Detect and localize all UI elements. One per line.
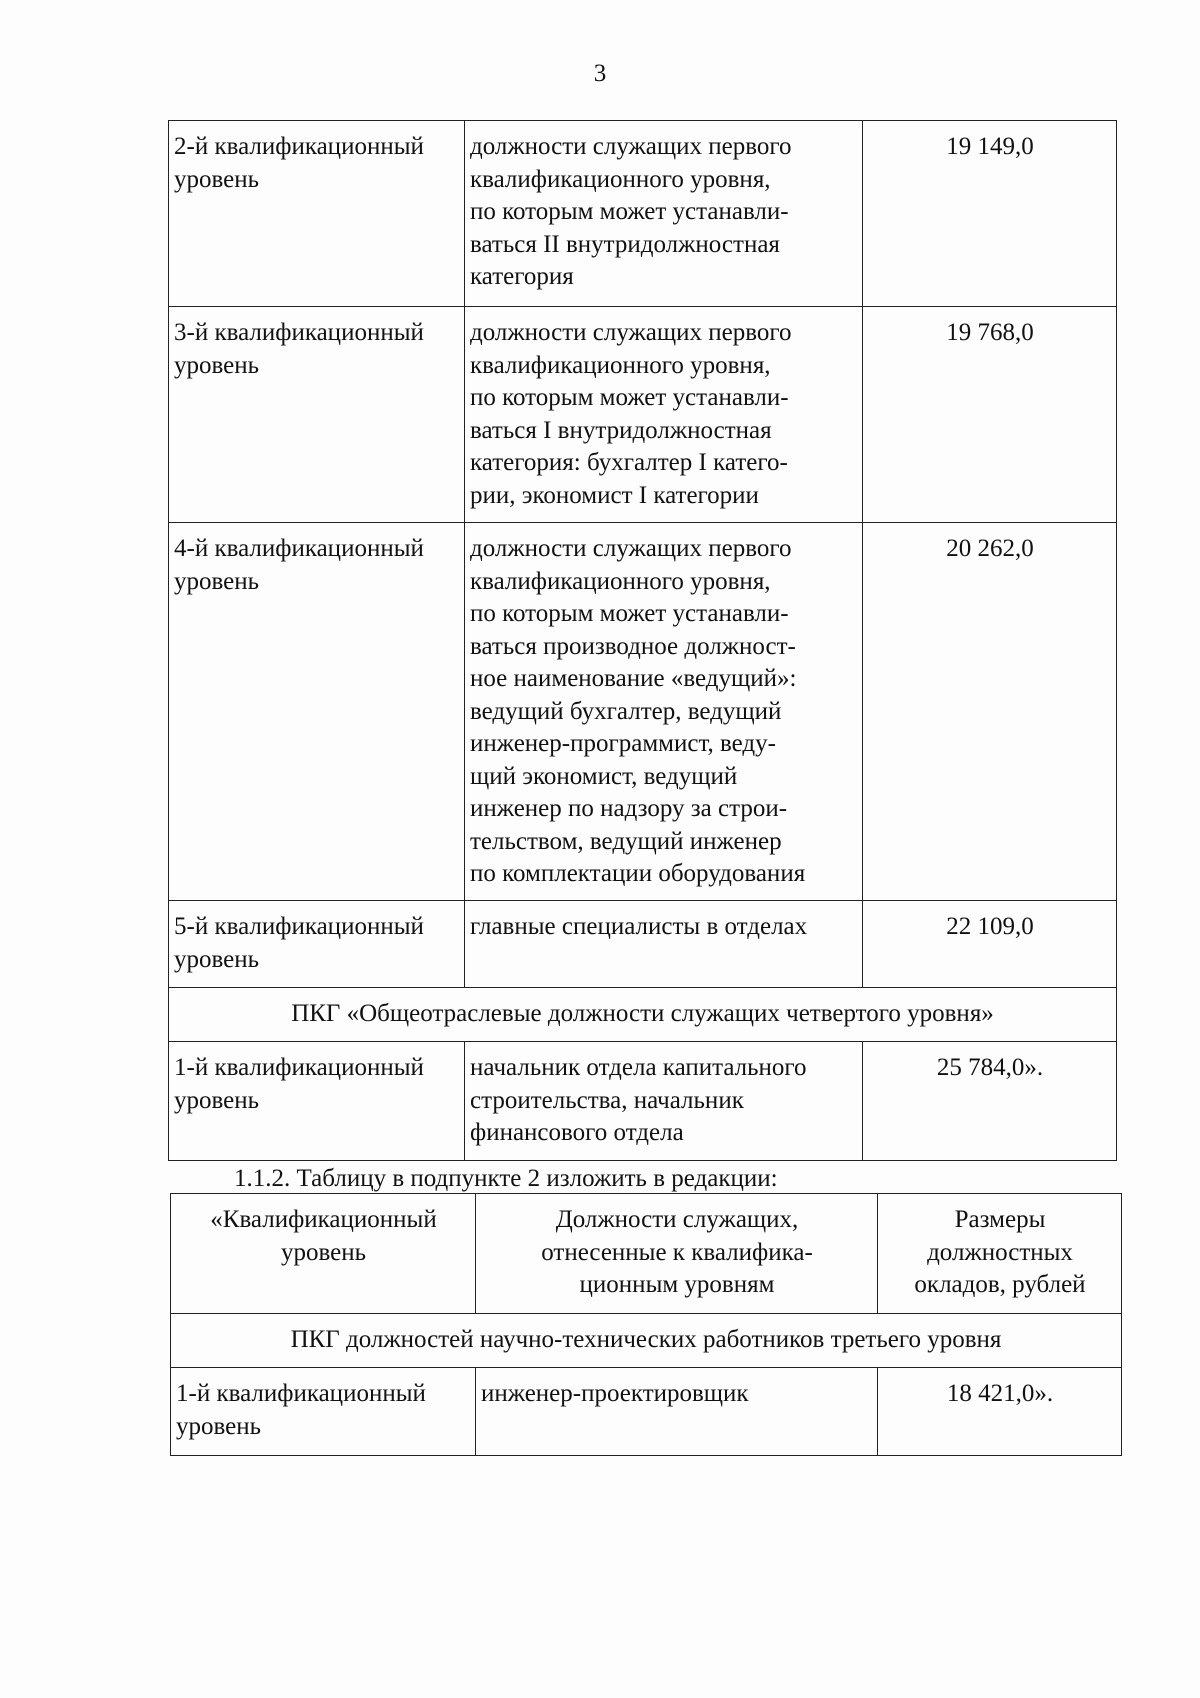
positions-cell: инженер-проектировщик xyxy=(476,1368,878,1456)
page-number: 3 xyxy=(593,60,607,87)
qualification-level-cell: 3-й квалификационный уровень xyxy=(169,307,465,523)
salary-table-2 xyxy=(170,1193,1122,1456)
table-row xyxy=(169,1042,1117,1161)
table-row xyxy=(171,1368,1122,1456)
positions-cell: должности служащих первого квалификационного уровня, по которым может устанавли- ваться производное должност- ное наименование «ведущий»: ведущий бухгалтер, ведущий инженер-программист, веду- щий экономист, ведущий инженер по надзору за строи- тельством, ведущий инженер по комплектации оборудования xyxy=(465,523,863,901)
table-row xyxy=(169,307,1117,523)
paragraph-text: 1.1.2. Таблицу в подпункте 2 изложить в редакции: xyxy=(234,1165,778,1192)
salary-table-1 xyxy=(168,120,1117,1161)
group-heading: ПКГ должностей научно-технических работников третьего уровня xyxy=(171,1314,1122,1368)
salary-cell: 20 262,0 xyxy=(863,523,1117,901)
positions-cell: должности служащих первого квалификационного уровня, по которым может устанавли- ваться I внутридолжностная категория: бухгалтер I катего- рии, экономист I категории xyxy=(465,307,863,523)
header-qualification-level: «Квалификационный уровень xyxy=(171,1194,476,1314)
positions-cell: должности служащих первого квалификационного уровня, по которым может устанавли- ваться II внутридолжностная категория xyxy=(465,121,863,307)
qualification-level-cell: 4-й квалификационный уровень xyxy=(169,523,465,901)
table-row xyxy=(169,988,1117,1042)
header-positions: Должности служащих, отнесенные к квалифика- ционным уровням xyxy=(476,1194,878,1314)
table-header-row xyxy=(171,1194,1122,1314)
salary-cell: 22 109,0 xyxy=(863,901,1117,988)
positions-cell: начальник отдела капитального строительства, начальник финансового отдела xyxy=(465,1042,863,1161)
salary-cell: 25 784,0». xyxy=(863,1042,1117,1161)
table-row xyxy=(171,1314,1122,1368)
header-salary: Размеры должностных окладов, рублей xyxy=(878,1194,1122,1314)
table-row xyxy=(169,121,1117,307)
salary-cell: 19 768,0 xyxy=(863,307,1117,523)
qualification-level-cell: 2-й квалификационный уровень xyxy=(169,121,465,307)
positions-cell: главные специалисты в отделах xyxy=(465,901,863,988)
salary-cell: 18 421,0». xyxy=(878,1368,1122,1456)
table-row xyxy=(169,901,1117,988)
table-row xyxy=(169,523,1117,901)
qualification-level-cell: 1-й квалификационный уровень xyxy=(169,1042,465,1161)
qualification-level-cell: 1-й квалификационный уровень xyxy=(171,1368,476,1456)
qualification-level-cell: 5-й квалификационный уровень xyxy=(169,901,465,988)
salary-cell: 19 149,0 xyxy=(863,121,1117,307)
group-heading: ПКГ «Общеотраслевые должности служащих четвертого уровня» xyxy=(169,988,1117,1042)
